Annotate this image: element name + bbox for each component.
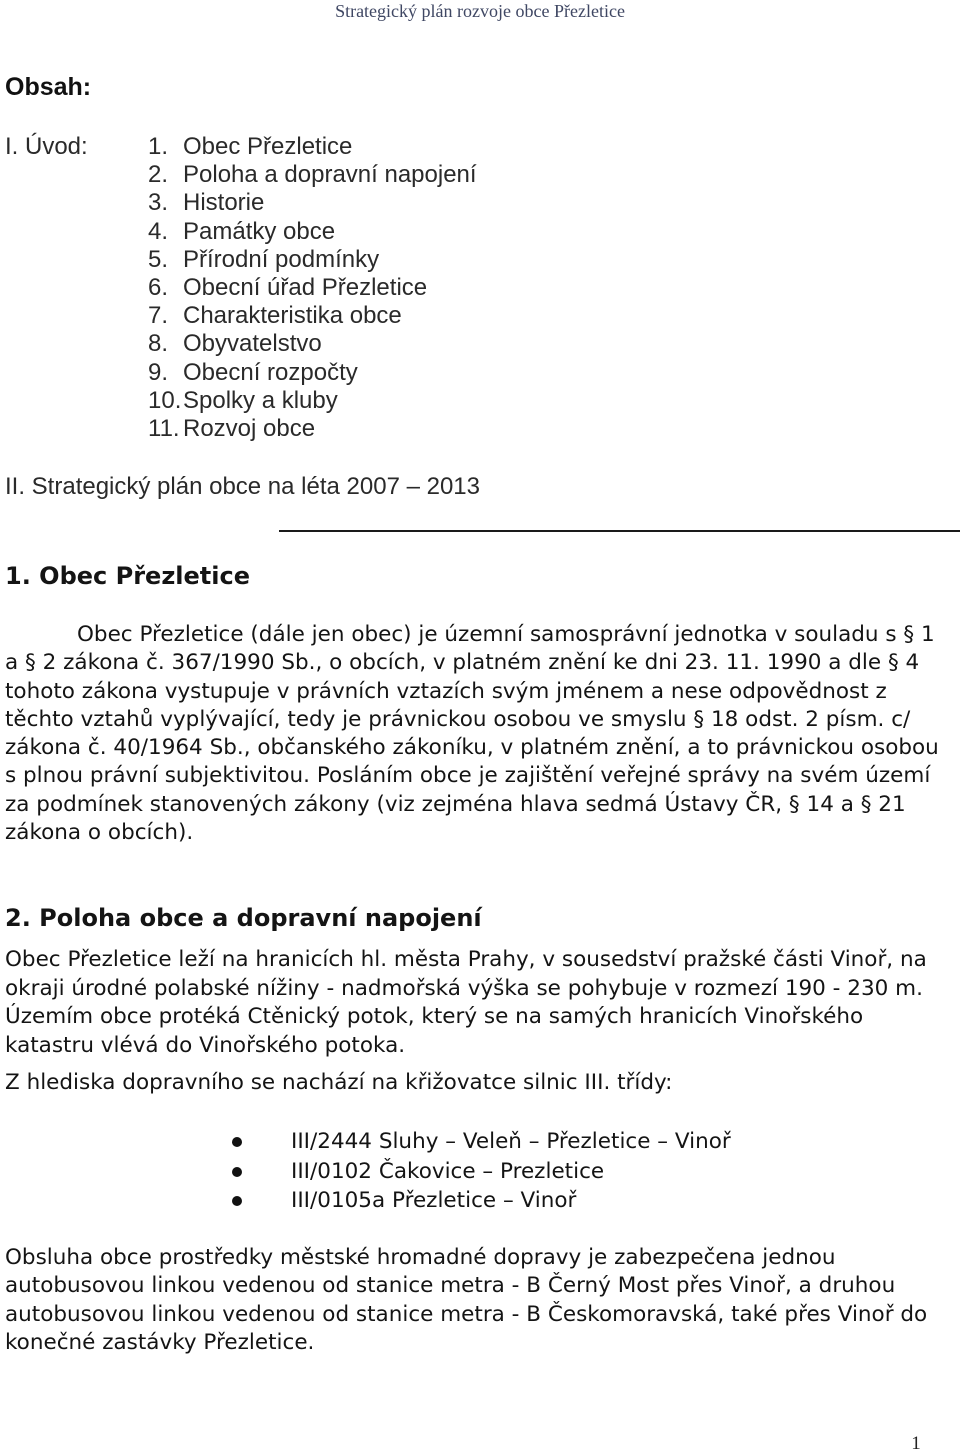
paragraph-line: okraji úrodné polabské nížiny - nadmořská výška se pohybuje v rozmezí 190 - 230 m. bbox=[5, 975, 923, 1001]
toc-item bbox=[148, 161, 477, 189]
paragraph-line: Obec Přezletice (dále jen obec) je územní samosprávní jednotka v souladu s § 1 bbox=[77, 622, 935, 647]
paragraph-line: Z hlediska dopravního se nachází na křižovatce silnic III. třídy: bbox=[5, 1070, 673, 1095]
bullet-icon bbox=[232, 1167, 242, 1177]
section-heading: 1. Obec Přezletice bbox=[5, 562, 250, 590]
toc-item-number: 10. bbox=[148, 386, 182, 414]
toc-item-text: Poloha a dopravní napojení bbox=[183, 161, 477, 189]
paragraph-roads-intro bbox=[5, 1069, 955, 1097]
paragraph-line: zákona o obcích). bbox=[5, 820, 194, 846]
toc-item-text: Charakteristika obce bbox=[183, 302, 402, 330]
toc-item-text: Rozvoj obce bbox=[183, 414, 316, 442]
toc-item bbox=[148, 302, 477, 330]
paragraph-line: za podmínek stanovených zákony (viz zejména hlava sedmá Ústavy ČR, § 14 a § 21 bbox=[5, 791, 906, 817]
section-divider bbox=[279, 530, 960, 532]
toc-list bbox=[148, 133, 477, 443]
roads-bullet-list bbox=[0, 1127, 960, 1216]
toc-item-number: 4. bbox=[148, 217, 169, 245]
toc-item-number: 7. bbox=[148, 302, 169, 330]
bullet-item bbox=[0, 1186, 960, 1216]
toc-item-number: 9. bbox=[148, 358, 169, 386]
toc-item-text: Spolky a kluby bbox=[183, 386, 338, 414]
paragraph-line: konečné zastávky Přezletice. bbox=[5, 1329, 315, 1355]
bullet-icon bbox=[232, 1137, 242, 1147]
toc-item-text: Obyvatelstvo bbox=[183, 330, 322, 358]
section-heading: 2. Poloha obce a dopravní napojení bbox=[5, 904, 482, 932]
bullet-icon bbox=[232, 1196, 242, 1206]
toc-item bbox=[148, 387, 477, 415]
paragraph-line: tohoto zákona vystupuje v právních vztazích svým jménem a nese odpovědnost z bbox=[5, 678, 887, 704]
toc-part-1-label: I. Úvod: bbox=[5, 133, 88, 160]
paragraph-line: Obsluha obce prostředky městské hromadné dopravy je zabezpečena jednou bbox=[5, 1245, 836, 1270]
toc-item-text: Památky obce bbox=[183, 217, 336, 245]
toc-part-2: II. Strategický plán obce na léta 2007 – 2013 bbox=[5, 473, 480, 500]
toc-item bbox=[148, 246, 477, 274]
toc-item-number: 3. bbox=[148, 189, 169, 217]
paragraph-line: s plnou právní subjektivitou. Posláním obce je zajištění veřejné správy na svém území bbox=[5, 763, 931, 789]
paragraph-municipality bbox=[5, 621, 955, 847]
paragraph-public-transport bbox=[5, 1244, 955, 1357]
toc-item-number: 11. bbox=[148, 414, 180, 442]
paragraph-line: autobusovou linkou vedenou od stanice metra - B Českomoravská, také přes Vinoř do bbox=[5, 1301, 928, 1327]
paragraph-line: těchto vztahů vyplývající, tedy je právnickou osobou ve smyslu § 18 odst. 2 písm. c/ bbox=[5, 706, 911, 732]
paragraph-line: katastru vlévá do Vinořského potoka. bbox=[5, 1032, 406, 1058]
toc-item bbox=[148, 359, 477, 387]
paragraph-line: Obec Přezletice leží na hranicích hl. města Prahy, v sousedství pražské části Vinoř, na bbox=[5, 947, 927, 972]
toc-item bbox=[148, 330, 477, 358]
toc-item-number: 8. bbox=[148, 330, 169, 358]
toc-item-number: 1. bbox=[148, 133, 169, 160]
toc-item-text: Historie bbox=[183, 189, 265, 217]
bullet-text: III/0102 Čakovice – Prezletice bbox=[291, 1158, 605, 1184]
toc-item-number: 6. bbox=[148, 273, 169, 301]
toc-item bbox=[148, 189, 477, 217]
paragraph-line: zákona č. 40/1964 Sb., občanského zákoníku, v platném znění, a to právnickou osobou bbox=[5, 735, 939, 761]
bullet-item bbox=[0, 1127, 960, 1157]
paragraph-line: a § 2 zákona č. 367/1990 Sb., o obcích, v platném znění ke dni 23. 11. 1990 a dle § 4 bbox=[5, 650, 920, 676]
bullet-text: III/0105a Přezletice – Vinoř bbox=[291, 1188, 577, 1213]
paragraph-location bbox=[5, 946, 955, 1060]
page-number: 1 bbox=[911, 1433, 921, 1454]
paragraph-line: autobusovou linkou vedenou od stanice metra - B Černý Most přes Vinoř, a druhou bbox=[5, 1273, 896, 1299]
toc-item-text: Přírodní podmínky bbox=[183, 245, 380, 273]
bullet-item bbox=[0, 1157, 960, 1187]
running-header: Strategický plán rozvoje obce Přezletice bbox=[335, 1, 625, 21]
toc-item bbox=[148, 218, 477, 246]
toc-item-text: Obecní úřad Přezletice bbox=[183, 273, 428, 301]
toc-title: Obsah: bbox=[5, 73, 92, 101]
toc-item bbox=[148, 415, 477, 443]
table-of-contents bbox=[5, 133, 705, 453]
toc-item bbox=[148, 274, 477, 302]
toc-item bbox=[148, 133, 477, 161]
toc-item-text: Obec Přezletice bbox=[183, 133, 353, 160]
paragraph-line: Územím obce protéká Ctěnický potok, který se na samých hranicích Vinořského bbox=[5, 1004, 864, 1029]
toc-item-number: 5. bbox=[148, 245, 169, 273]
bullet-text: III/2444 Sluhy – Veleň – Přezletice – Vinoř bbox=[291, 1129, 731, 1154]
toc-item-number: 2. bbox=[148, 161, 169, 189]
toc-item-text: Obecní rozpočty bbox=[183, 358, 358, 386]
